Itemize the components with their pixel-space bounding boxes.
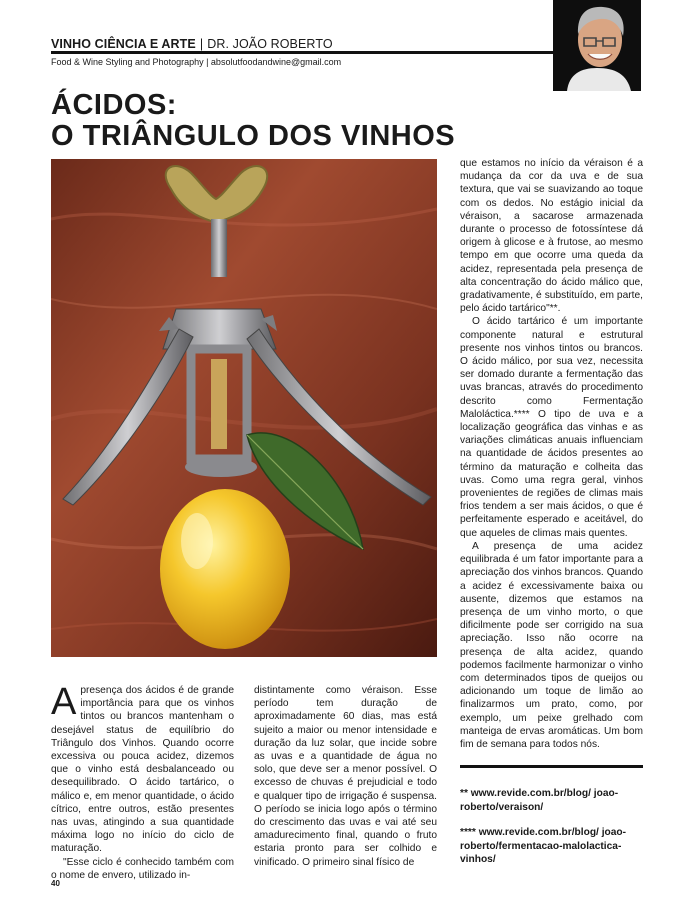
page-number: 40	[51, 879, 60, 888]
quote-paragraph-start: "Esse ciclo é conhecido também com o nome de envero, utilizado in-	[51, 856, 234, 881]
veraison-paragraph: distintamente como véraison. Esse período tem duração de aproximadamente 60 dias, mas está sujeito a maior ou menor intensidade e duração da luz solar, que incide sobre as uvas e a quantidade de água no solo, que deve ser a menor possível. O excesso de chuvas é prejudicial e todo e qualquer tipo de irrigação é suspensa. O período se inicia logo após o término do crescimento das uvas e vai até seu amadurecimento final, quando o fruto estaria pronto para ser colhido e vinificado. O primeiro sinal físico de	[254, 685, 437, 868]
balance-paragraph: A presença de uma acidez equilibrada é um fator importante para a apreciação dos vinhos brancos. Quando a acidez é excessivamente baixa ou ausente, dizemos que estamos na presença de um vinho morto, o que dificilmente pode ser corrigido na sua apreciação. Isso não ocorre na presença de alta acidez, quando podemos facilmente harmonizar o vinho com determinados tipos de queijos ou adicionando um toque de limão ao finalizarmos um prato, como, por exemplo, um peixe grelhado com manteiga de ervas aromáticas. Um bom fim de semana para todos nós.	[460, 540, 643, 750]
notes-rule	[460, 765, 643, 768]
intro-text: presença dos ácidos é de grande importância para que os vinhos tintos ou brancos mantenham o desejável status de equilíbrio do Triângulo dos Vinhos. Quando ocorre excessiva ou pouca acidez, dizemos que o vinho está desbalanceado ou desequilibrado. O ácido tartárico, o málico e, em menor quantidade, o ácido cítrico, entre outros, estão presentes nas uvas, atingindo a sua quantidade máxima logo no início do ciclo de maturação.	[51, 685, 234, 855]
article-title	[51, 90, 455, 152]
column-header	[51, 37, 333, 51]
drop-cap: A	[51, 681, 77, 723]
footnote-link-veraison[interactable]: ** www.revide.com.br/blog/ joao-roberto/veraison/	[460, 788, 619, 813]
tartaric-paragraph: O ácido tartárico é um importante componente natural e estrutural presente nos vinhos tintos ou brancos. O ácido málico, por sua vez, necessita ser domado durante a fermentação das uvas brancas, através do procedimento descrito como Fermentação Maloláctica.**** O tipo de uva e a localização geográfica das vinhas e as variações climáticas anuais influenciam na quantidade de ácidos presentes ao término da maturação e colheita das uvas. Como uma regra geral, vinhos provenientes de regiões de climas mais frios tendem a ser mais ácidos, o que é perfeitamente esperado e aceitável, do que aqueles de climas mais quentes.	[460, 316, 643, 539]
title-line-2: O TRIÂNGULO DOS VINHOS	[51, 120, 456, 152]
author-credit: Food & Wine Styling and Photography | absolutfoodandwine@gmail.com	[51, 57, 342, 67]
header-separator: |	[199, 37, 204, 51]
title-line-1: ÁCIDOS:	[51, 89, 177, 121]
footnote-link-malolactic[interactable]: **** www.revide.com.br/blog/ joao-roberto/fermentacao-malolactica-vinhos/	[460, 827, 627, 865]
intro-paragraph	[51, 681, 234, 856]
article-column-3	[460, 157, 643, 751]
corkscrew-lemon-photo	[51, 159, 437, 657]
author-portrait	[553, 0, 641, 91]
section-name: VINHO CIÊNCIA E ARTE	[51, 37, 196, 51]
article-column-1	[51, 681, 234, 882]
article-column-2	[254, 684, 437, 869]
header-rule	[51, 51, 553, 54]
veraison-continuation: que estamos no início da véraison é a mudança da cor da uva e de sua textura, que vai se suavizando ao toque com os dedos. No estágio inicial da véraison, a sacarose armazenada durante o processo de fotossíntese dá origem à glicose e à frutose, ao mesmo tempo em que ocorre uma queda da acidez, representada pela presença de alta concentração do ácido málico que, gradativamente, é substituído, em parte, pelo ácido tartárico"**.	[460, 158, 643, 315]
author-name: DR. JOÃO ROBERTO	[207, 37, 333, 51]
